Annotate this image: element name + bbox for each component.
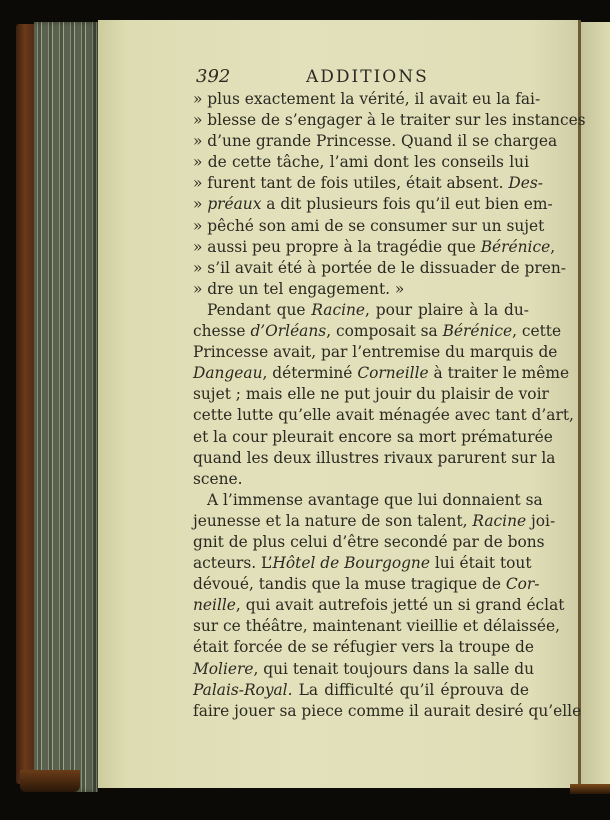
italic-text: Bérénice	[480, 237, 551, 256]
text-run: , qui avait autrefois jetté un si grand éclat	[235, 596, 565, 615]
body-text	[193, 89, 586, 722]
text-line	[193, 553, 532, 574]
text-run: jeunesse et la nature de son talent,	[193, 511, 473, 530]
facing-page-edge	[581, 22, 610, 788]
text-run: joi-	[526, 511, 556, 530]
text-line	[193, 152, 529, 173]
text-run: » aussi peu propre à la tragédie que	[193, 237, 481, 256]
text-line	[193, 469, 529, 490]
text-run: » furent tant de fois utiles, était absent.	[193, 174, 509, 193]
italic-text: Palais-Royal.	[193, 680, 293, 699]
italic-text: préaux	[207, 195, 262, 214]
page-edges	[34, 22, 98, 792]
text-run: , composait sa	[326, 322, 443, 341]
running-head	[196, 66, 526, 90]
italic-text: Des-	[508, 174, 543, 193]
text-line	[193, 194, 553, 215]
text-line	[193, 680, 529, 701]
text-line	[193, 300, 529, 321]
text-run: et la cour pleurait encore sa mort prématurée	[193, 427, 553, 446]
text-run: » d’une grande Princesse. Quand il se chargea	[193, 132, 558, 151]
italic-text: Racine	[472, 511, 527, 530]
book-cover-corner-right	[570, 784, 610, 794]
italic-text: Bérénice	[442, 322, 513, 341]
text-line	[193, 110, 586, 131]
text-line	[193, 173, 543, 194]
text-run: a dit plusieurs fois qu’il eut bien em-	[261, 195, 553, 214]
text-line	[193, 363, 570, 384]
text-run: » pêché son ami de se consumer sur un sujet	[193, 216, 545, 235]
text-run: lui était tout	[429, 554, 532, 573]
text-run: chesse	[193, 322, 251, 341]
text-run: » dre un tel engagement. »	[193, 279, 405, 298]
text-run: » de cette tâche, l’ami dont les conseils lui	[193, 153, 529, 172]
italic-text: neille	[193, 596, 236, 615]
text-line	[193, 448, 556, 469]
italic-text: Corneille	[357, 364, 429, 383]
text-run: » plus exactement la vérité, il avait eu la fai-	[193, 90, 541, 108]
text-run: scene.	[193, 469, 243, 488]
running-head-title: ADDITIONS	[306, 67, 429, 87]
text-line	[193, 258, 566, 279]
text-run: , pour plaire à la du-	[365, 300, 529, 319]
text-line	[193, 616, 560, 637]
page-number: 392	[196, 66, 231, 87]
text-line	[193, 511, 556, 532]
text-run: dévoué, tandis que la muse tragique de	[193, 575, 506, 594]
italic-text: Cor-	[505, 575, 540, 594]
text-line	[193, 595, 565, 616]
text-run: cette lutte qu’elle avait ménagée avec tant d’art,	[193, 406, 574, 425]
text-line	[193, 384, 549, 405]
text-run: sur ce théâtre, maintenant vieillie et délaissée,	[193, 617, 560, 636]
text-line	[193, 427, 553, 448]
text-run: à traiter le même	[428, 364, 570, 383]
text-run: Pendant que	[207, 300, 312, 319]
text-line	[193, 701, 582, 722]
italic-text: Dangeau	[193, 364, 263, 383]
text-line	[193, 490, 543, 511]
text-line	[193, 216, 545, 237]
text-run: sujet ; mais elle ne put jouir du plaisir de voir	[193, 385, 549, 404]
text-line	[193, 237, 556, 258]
text-run: » blesse de s’engager à le traiter sur les instances	[193, 111, 586, 130]
text-run: , qui tenait toujours dans la salle du	[253, 659, 535, 678]
text-line	[193, 405, 574, 426]
italic-text: Moliere	[193, 659, 254, 678]
text-run: A l’immense avantage que lui donnaient sa	[207, 490, 543, 509]
text-run: » s’il avait été à portée de le dissuader de pren-	[193, 258, 566, 277]
text-line	[193, 659, 535, 680]
text-line	[193, 574, 540, 595]
text-line	[193, 532, 545, 553]
text-run: acteurs. L’	[193, 554, 273, 573]
text-line	[193, 637, 534, 658]
text-run: , cette	[512, 322, 562, 341]
text-run: faire jouer sa piece comme il aurait desiré qu’elle	[193, 701, 582, 720]
text-run: Princesse avait, par l’entremise du marquis de	[193, 343, 558, 362]
text-line	[193, 279, 529, 300]
text-line	[193, 131, 558, 152]
text-line	[193, 342, 558, 363]
text-run: était forcée de se réfugier vers la troupe de	[193, 638, 534, 657]
text-line	[193, 321, 562, 342]
italic-text: d’Orléans	[250, 322, 327, 341]
text-run: gnit de plus celui d’être secondé par de bons	[193, 532, 545, 551]
text-run: »	[193, 195, 208, 214]
text-run: La difficulté qu’il éprouva de	[292, 680, 529, 699]
italic-text: Hôtel de Bourgogne	[272, 554, 430, 573]
text-run: ,	[550, 237, 556, 256]
text-run: , déterminé	[262, 364, 358, 383]
book-cover-corner	[20, 770, 80, 792]
text-run: quand les deux illustres rivaux parurent sur la	[193, 448, 556, 467]
italic-text: Racine	[311, 300, 366, 319]
text-line	[193, 89, 541, 110]
